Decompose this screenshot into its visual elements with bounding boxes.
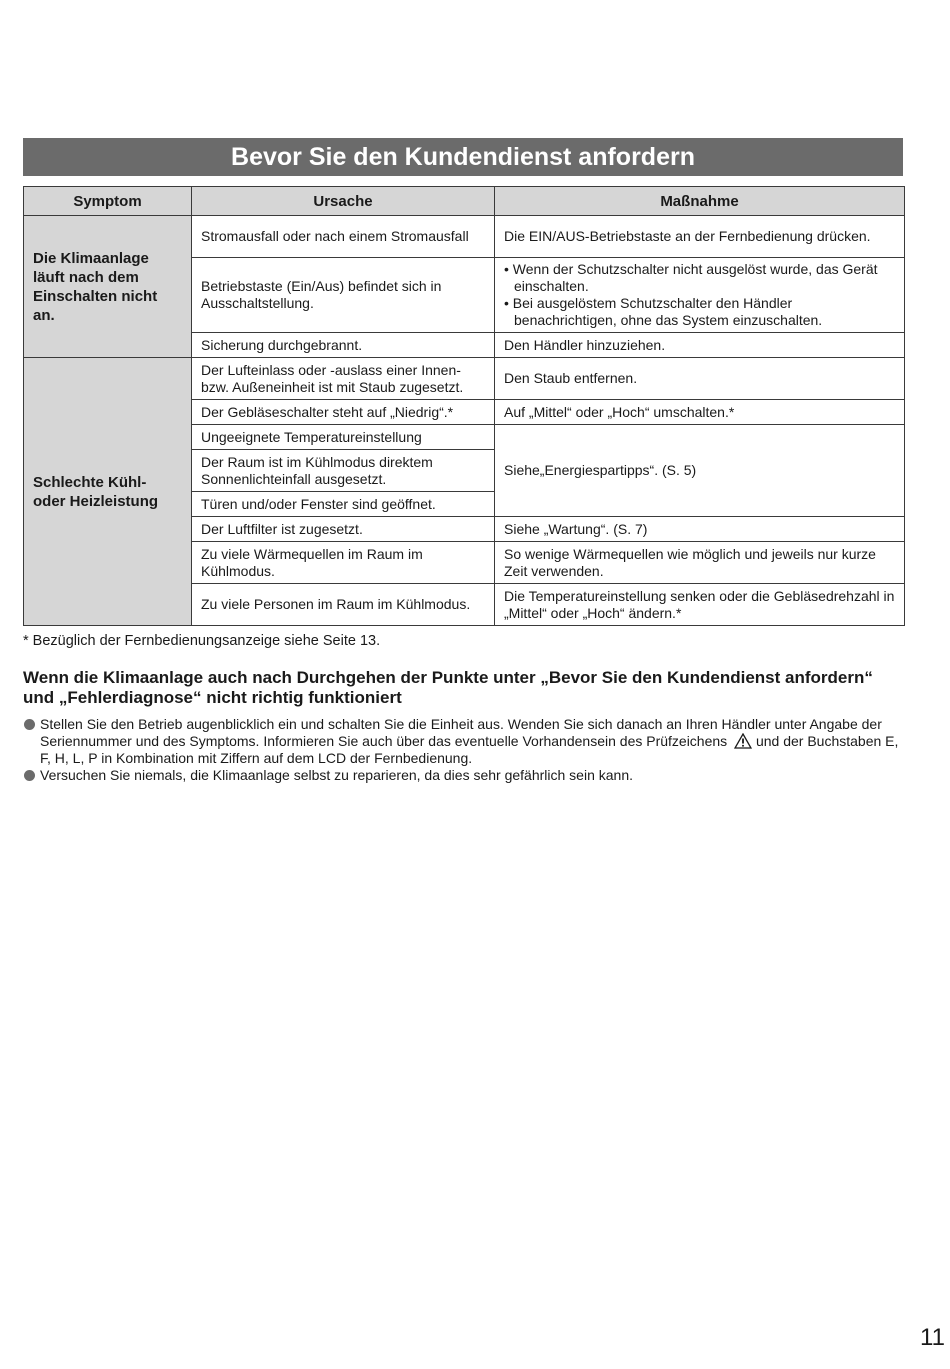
cause-cell: Der Lufteinlass oder -auslass einer Innen- bzw. Außeneinheit ist mit Staub zugesetzt. (192, 358, 495, 400)
bullet-dot-icon (24, 719, 35, 730)
cause-cell: Türen und/oder Fenster sind geöffnet. (192, 492, 495, 517)
action-cell: Die EIN/AUS-Betriebstaste an der Fernbedienung drücken. (495, 216, 905, 258)
cause-cell: Zu viele Personen im Raum im Kühlmodus. (192, 584, 495, 626)
cause-cell: Ungeeignete Temperatureinstellung (192, 425, 495, 450)
section-heading: Wenn die Klimaanlage auch nach Durchgehen der Punkte unter „Bevor Sie den Kundendienst anfordern“ und „Fehlerdiagnose“ nicht richtig funktioniert (23, 668, 873, 707)
bullet-dot-icon (24, 770, 35, 781)
action-bullet: • Bei ausgelöstem Schutzschalter den Händler benachrichtigen, ohne das System einzuschalten. (504, 295, 823, 328)
header-cause: Ursache (192, 187, 495, 216)
cause-cell: Der Raum ist im Kühlmodus direktem Sonnenlichteinfall ausgesetzt. (192, 450, 495, 492)
cause-cell: Der Gebläseschalter steht auf „Niedrig“.* (192, 400, 495, 425)
bullet-text: und der Buchstaben E, F, H, L, P in Kombination mit Ziffern auf dem LCD der Fernbedienung. (40, 733, 899, 766)
action-cell (495, 258, 905, 333)
action-bullet: • Wenn der Schutzschalter nicht ausgelöst wurde, das Gerät einschalten. (504, 261, 878, 294)
table-row (24, 358, 905, 400)
bullet-text: Stellen Sie den Betrieb augenblicklich ein und schalten Sie die Einheit aus. Wenden Sie sich danach an Ihren Händler unter Angabe der Seriennummer und des Symptoms. Informieren Sie auch über das eventuelle Vorhandensein des Prüfzeichens (40, 716, 882, 749)
action-cell: Siehe „Wartung“. (S. 7) (495, 517, 905, 542)
footnote: * Bezüglich der Fernbedienungsanzeige siehe Seite 13. (23, 633, 381, 649)
bullet-text: Versuchen Sie niemals, die Klimaanlage selbst zu reparieren, da dies sehr gefährlich sein kann. (40, 767, 634, 783)
action-cell: Den Staub entfernen. (495, 358, 905, 400)
cause-cell: Sicherung durchgebrannt. (192, 333, 495, 358)
cause-cell: Betriebstaste (Ein/Aus) befindet sich in Ausschaltstellung. (192, 258, 495, 333)
troubleshooting-table (23, 186, 905, 626)
action-cell: Den Händler hinzuziehen. (495, 333, 905, 358)
cause-cell: Der Luftfilter ist zugesetzt. (192, 517, 495, 542)
bullet-list (23, 716, 903, 784)
action-cell: So wenige Wärmequellen wie möglich und jeweils nur kurze Zeit verwenden. (495, 542, 905, 584)
symptom-cell: Schlechte Kühl- oder Heizleistung (24, 358, 192, 626)
symptom-cell: Die Klimaanlage läuft nach dem Einschalten nicht an. (24, 216, 192, 358)
page-title: Bevor Sie den Kundendienst anfordern (23, 138, 903, 176)
header-symptom: Symptom (24, 187, 192, 216)
header-action: Maßnahme (495, 187, 905, 216)
action-cell: Die Temperatureinstellung senken oder die Gebläsedrehzahl in „Mittel“ oder „Hoch“ ändern.* (495, 584, 905, 626)
list-item (23, 716, 903, 767)
cause-cell: Zu viele Wärmequellen im Raum im Kühlmodus. (192, 542, 495, 584)
page-number: 11 (920, 1324, 945, 1351)
table-header-row (24, 187, 905, 216)
action-cell: Siehe„Energiespartipps“. (S. 5) (495, 425, 905, 517)
table-row (24, 216, 905, 258)
list-item (23, 767, 903, 784)
cause-cell: Stromausfall oder nach einem Stromausfall (192, 216, 495, 258)
action-cell: Auf „Mittel“ oder „Hoch“ umschalten.* (495, 400, 905, 425)
warning-triangle-icon (734, 733, 752, 749)
